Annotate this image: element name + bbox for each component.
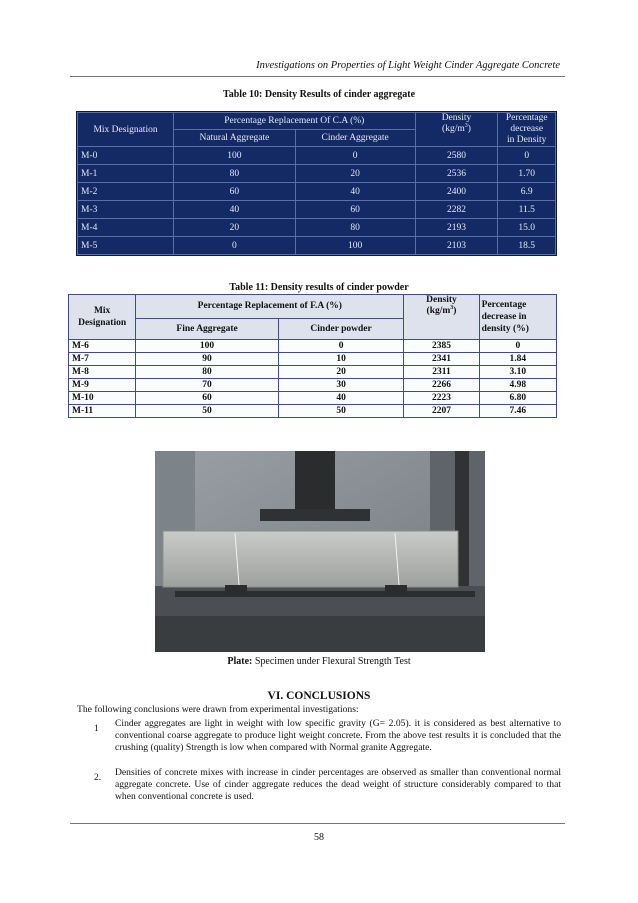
t10-cell: 2580 bbox=[415, 147, 498, 165]
t11-header-pct: Percentage decrease in density (%) bbox=[479, 295, 556, 340]
t11-cell: 10 bbox=[278, 353, 404, 366]
page-number: 58 bbox=[314, 832, 324, 843]
t11-cell: 40 bbox=[278, 392, 404, 405]
t11-cell: M-7 bbox=[69, 353, 136, 366]
t10-cell: M-0 bbox=[78, 147, 174, 165]
t11-row bbox=[69, 353, 557, 366]
t10-cell: M-1 bbox=[78, 165, 174, 183]
t11-cell: 3.10 bbox=[479, 366, 556, 379]
t11-row bbox=[69, 366, 557, 379]
t11-header-density: Density $(kg/m^3)$ bbox=[404, 295, 479, 340]
t10-cell: 18.5 bbox=[498, 237, 556, 255]
t10-cell: 80 bbox=[174, 165, 296, 183]
t10-cell: 15.0 bbox=[498, 219, 556, 237]
t11-density-unit: $(kg/m^3)$ bbox=[426, 305, 457, 317]
t11-cell: 0 bbox=[479, 340, 556, 353]
t10-row bbox=[78, 219, 556, 237]
t10-density-unit: $(kg/m^3)$ bbox=[442, 123, 471, 135]
running-header: Investigations on Properties of Light Weight Cinder Aggregate Concrete bbox=[256, 60, 560, 71]
flexural-test-photo bbox=[155, 451, 485, 652]
t11-row bbox=[69, 392, 557, 405]
t10-cell: M-3 bbox=[78, 201, 174, 219]
t10-cell: M-2 bbox=[78, 183, 174, 201]
t10-cell: 60 bbox=[295, 201, 415, 219]
t10-cell: 11.5 bbox=[498, 201, 556, 219]
section-title: VI. CONCLUSIONS bbox=[267, 690, 371, 702]
t10-header-cinder: Cinder Aggregate bbox=[295, 130, 415, 147]
t10-cell: M-5 bbox=[78, 237, 174, 255]
t10-header-density: Density $(kg/m^3)$ bbox=[415, 113, 498, 147]
table10 bbox=[77, 112, 556, 255]
t11-cell: 100 bbox=[136, 340, 279, 353]
t11-header-fine: Fine Aggregate bbox=[136, 318, 279, 339]
plate-label: Plate: bbox=[227, 656, 253, 667]
conclusion-item-2: Densities of concrete mixes with increase in cinder percentages are observed as smaller than conventional normal aggregate concrete. Use of cinder aggregate reduces the dead weight of structure considerably compared to that when conventional concrete is used. bbox=[115, 767, 561, 803]
t11-cell: 4.98 bbox=[479, 379, 556, 392]
t11-row bbox=[69, 340, 557, 353]
t11-cell: 60 bbox=[136, 392, 279, 405]
t11-cell: 30 bbox=[278, 379, 404, 392]
t11-cell: 2311 bbox=[404, 366, 479, 379]
t10-cell: 0 bbox=[498, 147, 556, 165]
conclusions-intro: The following conclusions were drawn from experimental investigations: bbox=[77, 704, 359, 715]
t11-cell: M-8 bbox=[69, 366, 136, 379]
t10-cell: M-4 bbox=[78, 219, 174, 237]
plate-text: Specimen under Flexural Strength Test bbox=[254, 656, 411, 667]
t10-header-mix: Mix Designation bbox=[78, 113, 174, 147]
t11-cell: 6.80 bbox=[479, 392, 556, 405]
t11-cell: M-6 bbox=[69, 340, 136, 353]
t11-cell: 0 bbox=[278, 340, 404, 353]
t10-row bbox=[78, 183, 556, 201]
item-2-number: 2. bbox=[94, 772, 102, 783]
table10-caption: Table 10: Density Results of cinder aggregate bbox=[222, 89, 416, 100]
t11-cell: 7.46 bbox=[479, 405, 556, 418]
t11-cell: 2385 bbox=[404, 340, 479, 353]
t11-cell: M-9 bbox=[69, 379, 136, 392]
t10-cell: 2536 bbox=[415, 165, 498, 183]
t10-row bbox=[78, 201, 556, 219]
t10-cell: 40 bbox=[174, 201, 296, 219]
t11-cell: 50 bbox=[278, 405, 404, 418]
table11-caption: Table 11: Density results of cinder powder bbox=[229, 282, 409, 293]
t11-row bbox=[69, 405, 557, 418]
t10-row bbox=[78, 165, 556, 183]
t10-cell: 20 bbox=[174, 219, 296, 237]
t11-cell: 2207 bbox=[404, 405, 479, 418]
t10-cell: 40 bbox=[295, 183, 415, 201]
t11-header-replacement: Percentage Replacement of F.A (%) bbox=[136, 295, 404, 319]
t10-cell: 60 bbox=[174, 183, 296, 201]
t11-cell: 70 bbox=[136, 379, 279, 392]
t10-cell: 80 bbox=[295, 219, 415, 237]
conclusion-item-1: Cinder aggregates are light in weight with low specific gravity (G= 2.05). it is considered as best alternative to conventional coarse aggregate to produce light weight concrete. From the above test results it is concluded that the crushing (quality) Strength is low when compared with Normal granite Aggregate. bbox=[115, 718, 561, 754]
t11-cell: M-10 bbox=[69, 392, 136, 405]
t11-cell: 90 bbox=[136, 353, 279, 366]
t10-cell: 20 bbox=[295, 165, 415, 183]
t11-cell: 50 bbox=[136, 405, 279, 418]
t10-cell: 6.9 bbox=[498, 183, 556, 201]
t11-cell: 1.84 bbox=[479, 353, 556, 366]
specimen-photo bbox=[155, 451, 485, 652]
t11-cell: 20 bbox=[278, 366, 404, 379]
t10-cell: 2400 bbox=[415, 183, 498, 201]
t10-header-replacement: Percentage Replacement Of C.A (%) bbox=[174, 113, 415, 130]
header-rule bbox=[70, 76, 565, 77]
footer-rule bbox=[70, 823, 565, 824]
t10-cell: 2193 bbox=[415, 219, 498, 237]
t10-row bbox=[78, 237, 556, 255]
table11 bbox=[68, 294, 557, 418]
t10-header-pct: Percentage decrease in Density bbox=[498, 113, 556, 147]
t10-row bbox=[78, 147, 556, 165]
t10-cell: 0 bbox=[295, 147, 415, 165]
t11-cell: 2266 bbox=[404, 379, 479, 392]
t10-cell: 100 bbox=[295, 237, 415, 255]
t10-cell: 2282 bbox=[415, 201, 498, 219]
t10-cell: 1.70 bbox=[498, 165, 556, 183]
t11-cell: 80 bbox=[136, 366, 279, 379]
plate-caption bbox=[0, 656, 638, 667]
t11-cell: M-11 bbox=[69, 405, 136, 418]
t11-cell: 2223 bbox=[404, 392, 479, 405]
t10-cell: 0 bbox=[174, 237, 296, 255]
item-1-number: 1 bbox=[94, 723, 99, 734]
t11-row bbox=[69, 379, 557, 392]
t11-cell: 2341 bbox=[404, 353, 479, 366]
t10-header-natural: Natural Aggregate bbox=[174, 130, 296, 147]
t10-cell: 100 bbox=[174, 147, 296, 165]
t11-header-cinder: Cinder powder bbox=[278, 318, 404, 339]
t11-header-mix: Mix Designation bbox=[69, 295, 136, 340]
t10-cell: 2103 bbox=[415, 237, 498, 255]
